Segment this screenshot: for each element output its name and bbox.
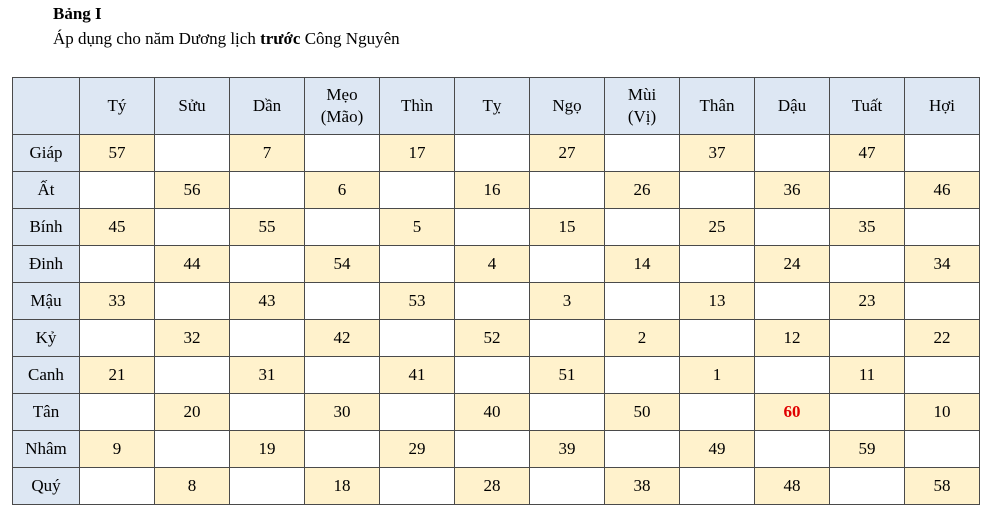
corner-cell	[13, 78, 80, 135]
table-cell: 29	[380, 431, 455, 468]
table-cell	[230, 172, 305, 209]
table-cell	[755, 431, 830, 468]
column-header-label: Thìn	[400, 96, 434, 115]
table-cell: 18	[305, 468, 380, 505]
table-cell: 54	[305, 246, 380, 283]
table-cell	[755, 209, 830, 246]
column-header	[605, 78, 680, 135]
table-cell: 13	[680, 283, 755, 320]
table-cell	[605, 357, 680, 394]
table-cell	[905, 283, 980, 320]
table-cell	[230, 320, 305, 357]
table-cell: 24	[755, 246, 830, 283]
table-cell	[455, 357, 530, 394]
row-header-stem: Đinh	[13, 246, 80, 283]
table-cell	[680, 394, 755, 431]
table-row	[13, 246, 980, 283]
table-cell	[905, 431, 980, 468]
table-cell: 43	[230, 283, 305, 320]
table-cell: 35	[830, 209, 905, 246]
table-cell	[680, 246, 755, 283]
table-cell: 6	[305, 172, 380, 209]
table-cell: 59	[830, 431, 905, 468]
table-cell: 7	[230, 135, 305, 172]
table-cell: 58	[905, 468, 980, 505]
table-cell: 12	[755, 320, 830, 357]
column-header-label: Tuất	[851, 96, 883, 115]
table-cell: 55	[230, 209, 305, 246]
table-cell	[530, 172, 605, 209]
table-cell: 9	[80, 431, 155, 468]
table-cell	[905, 209, 980, 246]
column-header	[755, 78, 830, 135]
table-cell	[455, 135, 530, 172]
table-cell: 52	[455, 320, 530, 357]
table-cell: 17	[380, 135, 455, 172]
row-header-stem: Ất	[13, 172, 80, 209]
table-cell: 3	[530, 283, 605, 320]
table-cell	[680, 172, 755, 209]
table-cell	[305, 431, 380, 468]
table-cell: 32	[155, 320, 230, 357]
table-cell	[830, 172, 905, 209]
table-cell: 4	[455, 246, 530, 283]
table-row	[13, 172, 980, 209]
column-header-alias: (Vị)	[627, 107, 657, 126]
table-cell	[80, 172, 155, 209]
table-cell: 51	[530, 357, 605, 394]
table-cell	[230, 468, 305, 505]
table-body	[13, 135, 980, 505]
table-cell	[155, 431, 230, 468]
table-cell	[305, 135, 380, 172]
row-header-stem: Canh	[13, 357, 80, 394]
subtitle-prefix: Áp dụng cho năm Dương lịch	[53, 29, 261, 48]
table-cell	[905, 135, 980, 172]
table-cell: 22	[905, 320, 980, 357]
column-header-label: Mẹo	[326, 85, 358, 104]
table-cell: 20	[155, 394, 230, 431]
table-cell: 15	[530, 209, 605, 246]
header-row	[13, 78, 980, 135]
column-header	[155, 78, 230, 135]
table-cell	[230, 394, 305, 431]
table-cell	[380, 172, 455, 209]
table-cell	[305, 357, 380, 394]
table-cell: 28	[455, 468, 530, 505]
table-row	[13, 394, 980, 431]
table-cell	[755, 283, 830, 320]
table-cell	[80, 320, 155, 357]
table-cell	[605, 135, 680, 172]
table-cell: 5	[380, 209, 455, 246]
table-row	[13, 209, 980, 246]
table-cell: 57	[80, 135, 155, 172]
column-header-label: Mùi	[627, 85, 657, 104]
table-cell: 46	[905, 172, 980, 209]
table-row	[13, 135, 980, 172]
table-row	[13, 357, 980, 394]
table-cell	[155, 283, 230, 320]
table-cell	[455, 431, 530, 468]
column-header	[905, 78, 980, 135]
table-cell	[380, 320, 455, 357]
table-cell: 48	[755, 468, 830, 505]
table-cell: 53	[380, 283, 455, 320]
subtitle-bold: trước	[260, 29, 301, 48]
table-cell	[155, 135, 230, 172]
table-row	[13, 468, 980, 505]
table-cell: 16	[455, 172, 530, 209]
table-cell	[305, 209, 380, 246]
table-cell: 38	[605, 468, 680, 505]
table-cell	[455, 283, 530, 320]
table-cell: 26	[605, 172, 680, 209]
table-cell: 39	[530, 431, 605, 468]
table-cell	[830, 394, 905, 431]
table-cell: 10	[905, 394, 980, 431]
column-header-label: Thân	[699, 96, 735, 115]
table-cell	[530, 394, 605, 431]
row-header-stem: Tân	[13, 394, 80, 431]
row-header-stem: Bính	[13, 209, 80, 246]
table-cell	[80, 468, 155, 505]
column-header	[230, 78, 305, 135]
table-caption-title: Bảng I	[53, 4, 102, 23]
table-cell	[80, 394, 155, 431]
column-header-label: Hợi	[929, 96, 955, 115]
table-cell	[905, 357, 980, 394]
table-cell: 47	[830, 135, 905, 172]
column-header-label: Dậu	[777, 96, 807, 115]
column-header	[305, 78, 380, 135]
table-cell	[530, 468, 605, 505]
table-cell	[605, 431, 680, 468]
table-cell: 45	[80, 209, 155, 246]
table-cell: 42	[305, 320, 380, 357]
column-header	[830, 78, 905, 135]
table-cell: 40	[455, 394, 530, 431]
column-header-label: Ngọ	[552, 96, 582, 115]
table-cell: 8	[155, 468, 230, 505]
table-cell: 27	[530, 135, 605, 172]
table-cell: 49	[680, 431, 755, 468]
table-cell: 31	[230, 357, 305, 394]
table-cell	[530, 320, 605, 357]
table-cell: 37	[680, 135, 755, 172]
table-cell	[680, 320, 755, 357]
calendar-table	[12, 77, 980, 505]
table-cell: 23	[830, 283, 905, 320]
table-cell: 44	[155, 246, 230, 283]
column-header	[380, 78, 455, 135]
table-cell	[605, 283, 680, 320]
column-header-alias: (Mão)	[320, 107, 364, 126]
row-header-stem: Kỷ	[13, 320, 80, 357]
column-header	[680, 78, 755, 135]
table-cell	[605, 209, 680, 246]
table-cell	[80, 246, 155, 283]
table-cell: 56	[155, 172, 230, 209]
column-header-label: Tỵ	[482, 96, 502, 115]
table-cell	[455, 209, 530, 246]
table-cell	[680, 468, 755, 505]
table-row	[13, 431, 980, 468]
table-cell: 25	[680, 209, 755, 246]
table-cell: 41	[380, 357, 455, 394]
table-cell	[755, 135, 830, 172]
column-header-label: Dần	[252, 96, 282, 115]
table-cell: 50	[605, 394, 680, 431]
column-header	[80, 78, 155, 135]
table-cell: 30	[305, 394, 380, 431]
table-cell: 21	[80, 357, 155, 394]
column-header	[530, 78, 605, 135]
table-cell	[380, 394, 455, 431]
table-cell	[230, 246, 305, 283]
table-cell: 11	[830, 357, 905, 394]
table-cell	[305, 283, 380, 320]
table-cell	[830, 246, 905, 283]
table-row	[13, 283, 980, 320]
row-header-stem: Nhâm	[13, 431, 80, 468]
column-header-label: Tý	[107, 96, 127, 115]
column-header-label: Sửu	[178, 96, 206, 115]
column-header	[455, 78, 530, 135]
table-cell	[380, 246, 455, 283]
table-cell: 2	[605, 320, 680, 357]
table-cell: 34	[905, 246, 980, 283]
subtitle-suffix: Công Nguyên	[300, 29, 400, 48]
table-cell: 33	[80, 283, 155, 320]
row-header-stem: Giáp	[13, 135, 80, 172]
row-header-stem: Mậu	[13, 283, 80, 320]
row-header-stem: Quý	[13, 468, 80, 505]
table-cell	[530, 246, 605, 283]
table-cell	[155, 357, 230, 394]
table-cell	[755, 357, 830, 394]
table-row	[13, 320, 980, 357]
table-cell: 14	[605, 246, 680, 283]
table-cell: 19	[230, 431, 305, 468]
table-caption-subtitle	[53, 29, 400, 49]
table-cell: 1	[680, 357, 755, 394]
table-cell	[830, 468, 905, 505]
table-cell	[155, 209, 230, 246]
table-cell	[380, 468, 455, 505]
table-cell	[830, 320, 905, 357]
highlighted-cell: 60	[755, 394, 830, 431]
table-cell: 36	[755, 172, 830, 209]
